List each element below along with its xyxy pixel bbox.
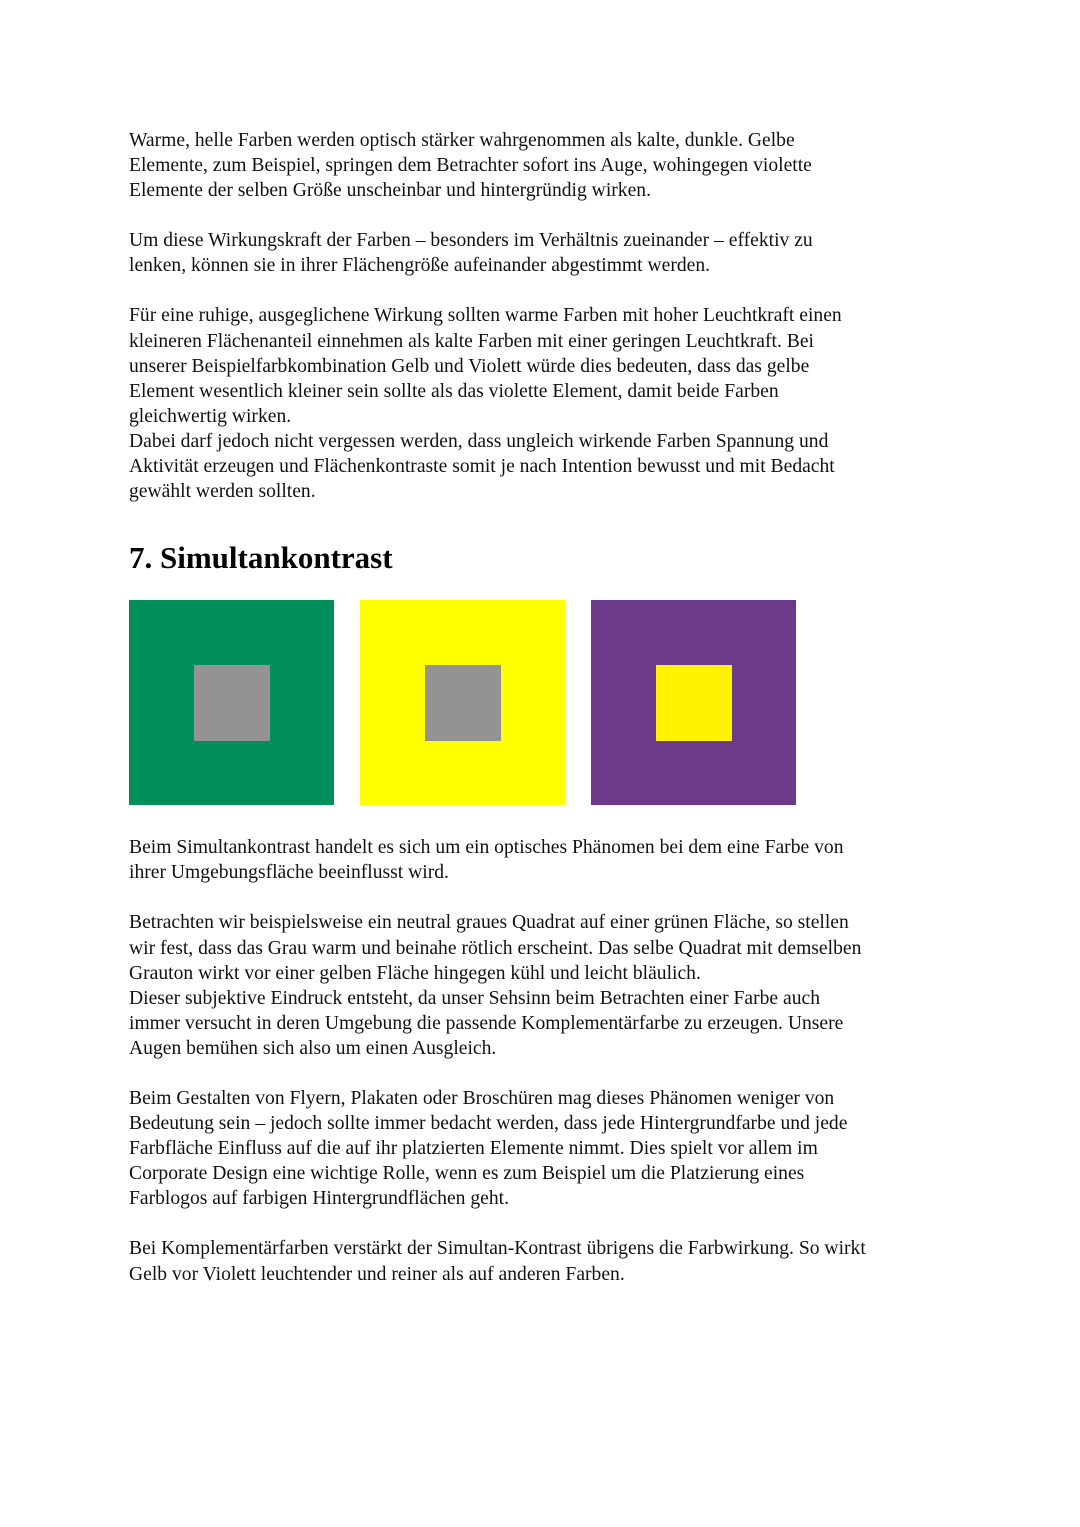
paragraph-complementary	[129, 1236, 959, 1286]
text-line: Betrachten wir beispielsweise ein neutral graues Quadrat auf einer grünen Fläche, so stellen	[129, 912, 849, 934]
text-line: Beim Simultankontrast handelt es sich um ein optisches Phänomen bei dem eine Farbe von	[129, 837, 844, 859]
violet-square	[591, 600, 796, 805]
text-line: ihrer Umgebungsfläche beeinflusst wird.	[129, 862, 449, 884]
document-page	[129, 128, 959, 1287]
text-line: Farblogos auf farbigen Hintergrundflächen geht.	[129, 1188, 509, 1210]
paragraph-balance	[129, 303, 959, 504]
text-line: Augen bemühen sich also um einen Ausgleich.	[129, 1037, 497, 1059]
text-line: Grauton wirkt vor einer gelben Fläche hingegen kühl und leicht bläulich.	[129, 962, 701, 984]
yellow-square	[360, 600, 565, 805]
text-line: unserer Beispielfarbkombination Gelb und Violett würde dies bedeuten, dass das gelbe	[129, 355, 810, 377]
text-line: Für eine ruhige, ausgeglichene Wirkung sollten warme Farben mit hoher Leuchtkraft einen	[129, 305, 842, 327]
text-line: Um diese Wirkungskraft der Farben – besonders im Verhältnis zueinander – effektiv zu	[129, 230, 813, 252]
text-line: Bedeutung sein – jedoch sollte immer bedacht werden, dass jede Hintergrundfarbe und jede	[129, 1113, 848, 1135]
paragraph-definition	[129, 835, 959, 885]
text-line: Bei Komplementärfarben verstärkt der Simultan-Kontrast übrigens die Farbwirkung. So wirkt	[129, 1238, 866, 1260]
text-line: Elemente der selben Größe unscheinbar und hintergründig wirken.	[129, 180, 651, 202]
text-line: kleineren Flächenanteil einnehmen als kalte Farben mit einer geringen Leuchtkraft. Bei	[129, 330, 814, 352]
simultaneous-contrast-figure	[129, 600, 959, 805]
yellow-inner-square	[656, 665, 732, 741]
text-line: Corporate Design eine wichtige Rolle, wenn es zum Beispiel um die Platzierung eines	[129, 1163, 805, 1185]
paragraph-area-size	[129, 228, 959, 278]
text-line: Element wesentlich kleiner sein sollte als das violette Element, damit beide Farben	[129, 380, 779, 402]
text-line: gewählt werden sollten.	[129, 481, 316, 503]
green-square	[129, 600, 334, 805]
section-heading: 7. Simultankontrast	[129, 540, 393, 576]
gray-inner-square	[425, 665, 501, 741]
text-line: Gelb vor Violett leuchtender und reiner als auf anderen Farben.	[129, 1263, 625, 1285]
text-line: lenken, können sie in ihrer Flächengröße aufeinander abgestimmt werden.	[129, 255, 711, 277]
text-line: Warme, helle Farben werden optisch stärker wahrgenommen als kalte, dunkle. Gelbe	[129, 130, 795, 151]
text-line: Dabei darf jedoch nicht vergessen werden, dass ungleich wirkende Farben Spannung und	[129, 430, 829, 452]
text-line: wir fest, dass das Grau warm und beinahe rötlich erscheint. Das selbe Quadrat mit demselben	[129, 937, 862, 959]
text-line: Elemente, zum Beispiel, springen dem Betrachter sofort ins Auge, wohingegen violette	[129, 155, 812, 177]
paragraph-design-relevance	[129, 1086, 959, 1211]
text-line: gleichwertig wirken.	[129, 405, 292, 427]
text-line: Beim Gestalten von Flyern, Plakaten oder Broschüren mag dieses Phänomen weniger von	[129, 1087, 835, 1109]
paragraph-gray-example	[129, 910, 959, 1061]
text-line: Farbfläche Einfluss auf die auf ihr platzierten Elemente nimmt. Dies spielt vor allem im	[129, 1138, 818, 1160]
text-line: Aktivität erzeugen und Flächenkontraste somit je nach Intention bewusst und mit Bedacht	[129, 456, 835, 478]
paragraph-warm-colors	[129, 128, 959, 203]
gray-inner-square	[194, 665, 270, 741]
text-line: immer versucht in deren Umgebung die passende Komplementärfarbe zu erzeugen. Unsere	[129, 1012, 844, 1034]
text-block-bottom	[129, 835, 959, 1286]
text-line: Dieser subjektive Eindruck entsteht, da unser Sehsinn beim Betrachten einer Farbe auch	[129, 987, 821, 1009]
text-block-top	[129, 128, 959, 504]
